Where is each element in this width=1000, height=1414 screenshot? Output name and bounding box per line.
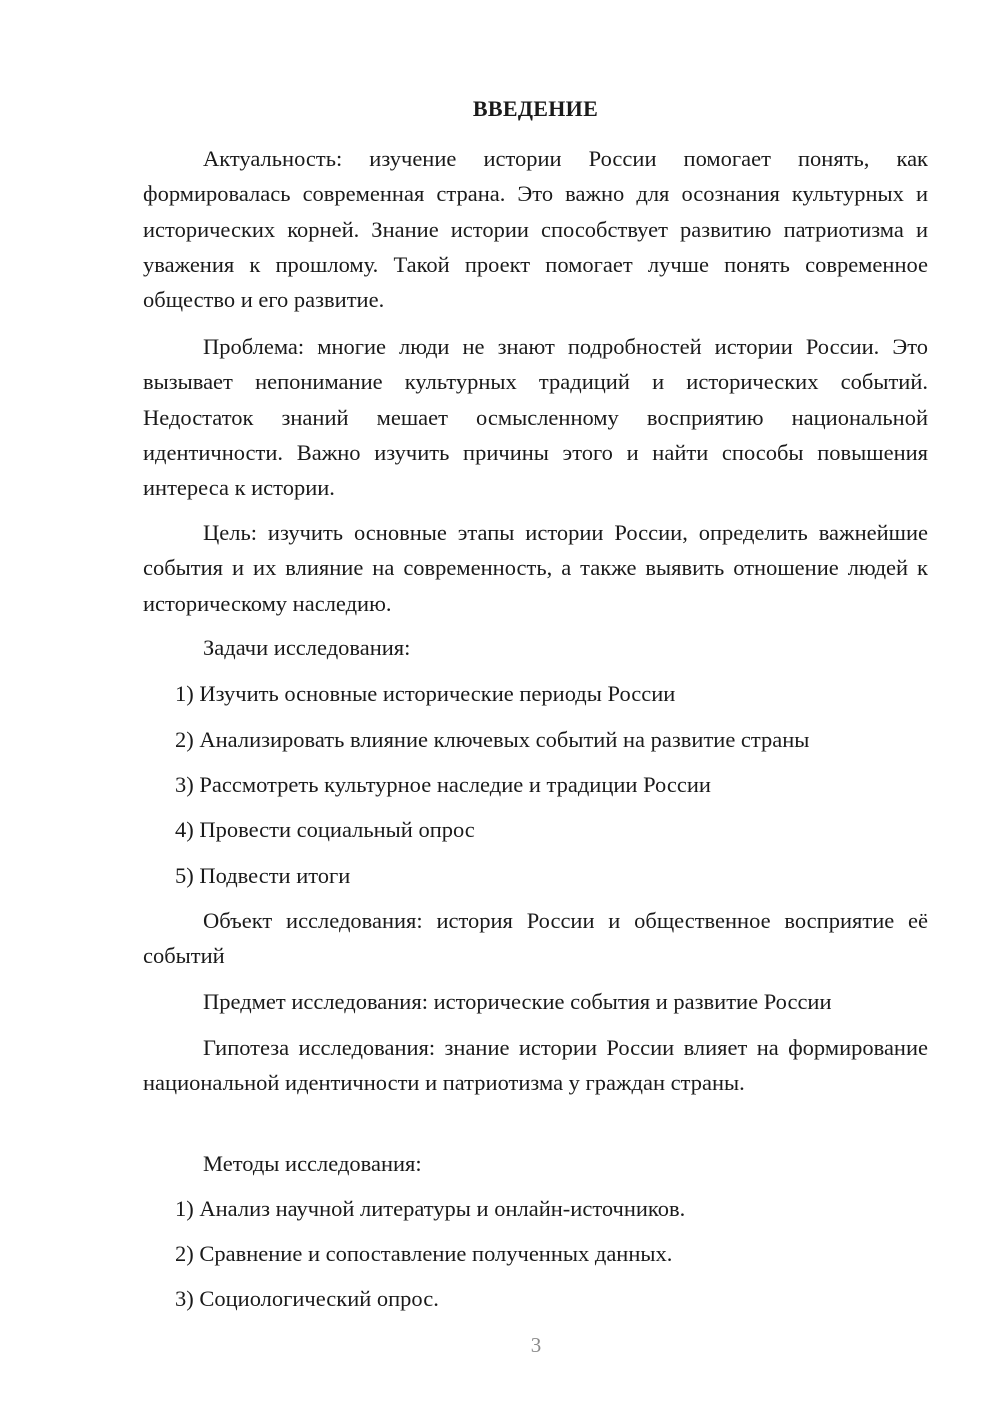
method-item: 3) Социологический опрос.	[175, 1286, 439, 1311]
object-paragraph: Объект исследования: история России и общественное восприятие её событий	[143, 908, 928, 969]
goal-paragraph: Цель: изучить основные этапы истории России, определить важнейшие события и их влияние на современность, а также выявить отношение людей к историческому наследию.	[143, 520, 928, 616]
hypothesis-paragraph: Гипотеза исследования: знание истории России влияет на формирование национальной идентичности и патриотизма у граждан страны.	[143, 1035, 928, 1096]
problem-paragraph: Проблема: многие люди не знают подробностей истории России. Это вызывает непонимание культурных традиций и исторических событий. Недостаток знаний мешает осмысленному восприятию национальной идентичности. Важно изучить причины этого и найти способы повышения интереса к истории.	[143, 334, 928, 501]
methods-heading: Методы исследования:	[203, 1151, 422, 1176]
method-item: 2) Сравнение и сопоставление полученных данных.	[175, 1241, 673, 1266]
section-title: ВВЕДЕНИЕ	[472, 96, 599, 121]
page-number: 3	[530, 1333, 542, 1357]
task-item: 2) Анализировать влияние ключевых событий на развитие страны	[175, 727, 810, 752]
task-item: 1) Изучить основные исторические периоды России	[175, 681, 676, 706]
task-item: 3) Рассмотреть культурное наследие и традиции России	[175, 772, 711, 797]
subject-paragraph: Предмет исследования: исторические события и развитие России	[203, 989, 832, 1014]
task-item: 4) Провести социальный опрос	[175, 817, 475, 842]
tasks-heading: Задачи исследования:	[203, 635, 411, 660]
relevance-paragraph: Актуальность: изучение истории России помогает понять, как формировалась современная страна. Это важно для осознания культурных и исторических корней. Знание истории способствует развитию патриотизма и уважения к прошлому. Такой проект помогает лучше понять современное общество и его развитие.	[143, 146, 928, 313]
task-item: 5) Подвести итоги	[175, 863, 351, 888]
method-item: 1) Анализ научной литературы и онлайн-источников.	[175, 1196, 686, 1221]
